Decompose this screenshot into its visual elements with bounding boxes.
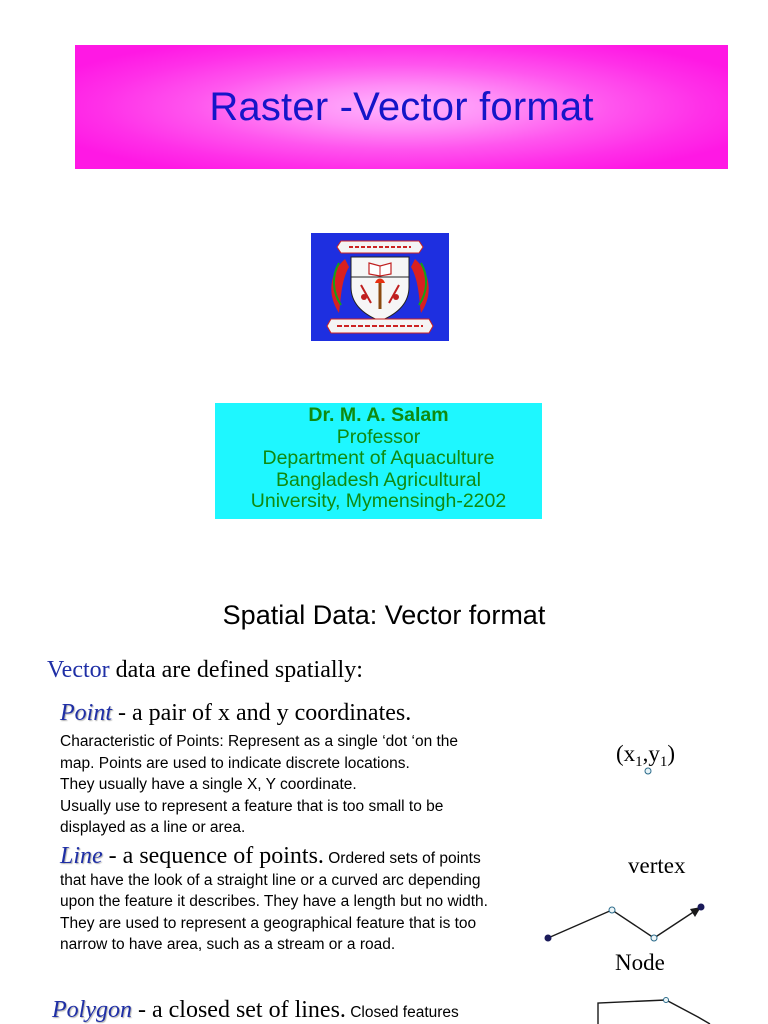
vector-intro-text: data are defined spatially: [109, 657, 363, 683]
polygon-term: Polygon [52, 997, 132, 1023]
line-description [60, 843, 510, 956]
author-position: Professor [336, 425, 421, 448]
coord-x-part: (x [616, 741, 636, 766]
polygon-definition: - a closed set of lines. [131, 997, 346, 1023]
point-term: Point [60, 700, 112, 726]
author-university-line2: University, Mymensingh-2202 [250, 490, 507, 512]
university-crest-icon [311, 233, 449, 341]
vector-intro [47, 657, 363, 684]
point-definition: - a pair of x and y coordinates. [112, 700, 412, 726]
title-banner [75, 45, 728, 169]
vertex-label: vertex [628, 853, 686, 878]
node-start-icon [545, 935, 552, 942]
vertex-icon [609, 907, 615, 913]
point-heading [60, 700, 411, 727]
author-name: Dr. M. A. Salam [308, 404, 449, 426]
vertex-icon [651, 935, 657, 941]
author-department: Department of Aquaculture [262, 447, 495, 469]
polygon-description [52, 997, 522, 1024]
coord-y-part: ,y [642, 741, 660, 766]
point-marker-icon [643, 766, 653, 776]
vector-term: Vector [47, 657, 110, 683]
node-label: Node [615, 950, 665, 975]
university-logo [311, 233, 449, 341]
author-university-line1: Bangladesh Agricultural [276, 468, 481, 491]
node-end-icon [698, 904, 705, 911]
coord-x-subscript: 1 [635, 754, 643, 770]
line-heading [60, 843, 324, 869]
point-description-line: They usually have a single X, Y coordinate. [60, 776, 357, 793]
line-definition: - a sequence of points. [102, 843, 324, 869]
point-description-line: Characteristic of Points: Represent as a single ‘dot ‘on the [60, 733, 459, 750]
point-description [60, 731, 510, 839]
point-description-line: map. Points are used to indicate discrete locations. [60, 754, 410, 772]
line-description-text: Ordered sets of points that have the look of a straight line or a curved arc depending upon the feature it describes. They have a length but no width. They are used to represent a geographical feature that is too narrow to have area, such as a stream or a road. [60, 850, 488, 953]
polygon-description-text: Closed features [345, 1004, 459, 1021]
section-heading: Spatial Data: Vector format [222, 600, 546, 630]
point-description-line: Usually use to represent a feature that is too small to be [60, 797, 444, 815]
page-title: Raster -Vector format [209, 84, 594, 129]
line-diagram [540, 895, 710, 945]
polygon-diagram [590, 995, 740, 1024]
line-term: Line [60, 843, 103, 869]
polygon-heading [52, 997, 346, 1023]
coord-close: ) [667, 741, 676, 766]
coord-y-subscript: 1 [659, 754, 668, 770]
author-card [215, 403, 542, 519]
point-description-line: displayed as a line or area. [60, 819, 246, 836]
